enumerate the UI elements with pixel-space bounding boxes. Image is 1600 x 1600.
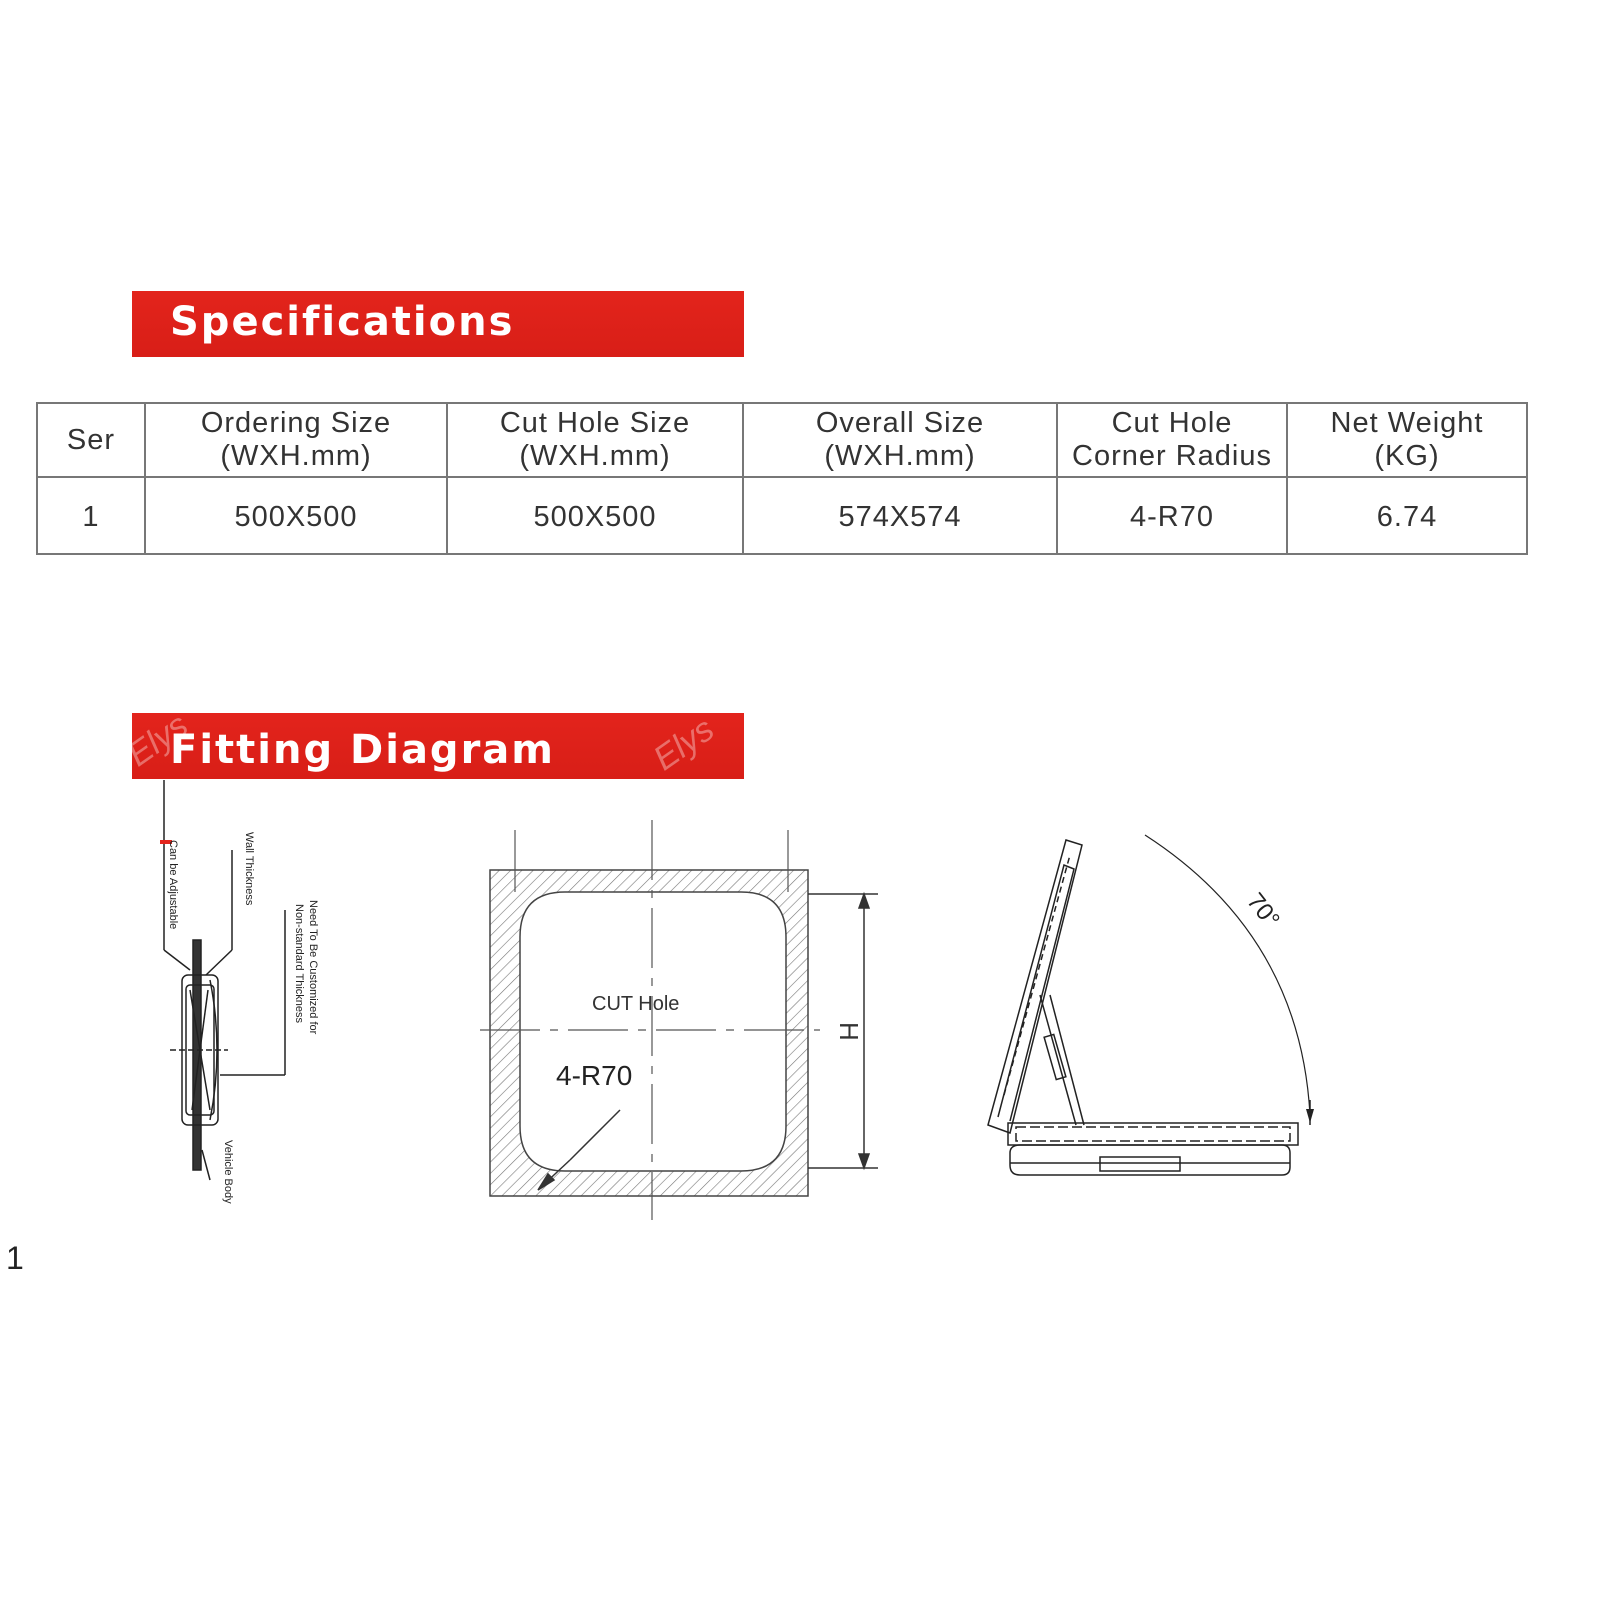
table-row <box>37 477 1527 554</box>
cell-ser: 1 <box>37 477 145 554</box>
label-adjustable: Can be Adjustable <box>167 840 179 930</box>
cut-hole-diagram <box>470 820 890 1220</box>
fitting-diagram-title: Fitting Diagram <box>170 727 555 773</box>
watermark: Elys <box>120 706 196 775</box>
label-open-angle: 70° <box>1241 888 1285 934</box>
label-non-standard: Non-standard Thickness <box>293 904 305 1024</box>
specifications-table <box>36 402 1528 555</box>
side-mount-diagram <box>150 780 350 1240</box>
label-wall-thickness: Wall Thickness <box>243 832 255 906</box>
cell-overall-size: 574X574 <box>743 477 1057 554</box>
label-corner-radius: 4-R70 <box>556 1060 633 1091</box>
header-net-weight: Net Weight (KG) <box>1287 403 1527 477</box>
table-header-row <box>37 403 1527 477</box>
header-overall-size: Overall Size (WXH.mm) <box>743 403 1057 477</box>
label-customized: Need To Be Customized for <box>307 900 319 1035</box>
page-number: 1 <box>6 1240 24 1276</box>
cell-net-weight: 6.74 <box>1287 477 1527 554</box>
label-vehicle-body: Vehicle Body <box>222 1140 234 1204</box>
header-ordering-size: Ordering Size (WXH.mm) <box>145 403 447 477</box>
watermark: Elys <box>646 710 722 779</box>
cell-corner-radius: 4-R70 <box>1057 477 1287 554</box>
open-hatch-diagram <box>970 835 1360 1205</box>
header-ser: Ser <box>37 403 145 477</box>
label-cut-hole: CUT Hole <box>592 993 680 1015</box>
cell-ordering-size: 500X500 <box>145 477 447 554</box>
specifications-banner <box>132 291 744 357</box>
specifications-title: Specifications <box>170 299 515 345</box>
cell-cut-hole-size: 500X500 <box>447 477 743 554</box>
label-height: H <box>834 1022 864 1041</box>
header-cut-hole-size: Cut Hole Size (WXH.mm) <box>447 403 743 477</box>
header-corner-radius: Cut Hole Corner Radius <box>1057 403 1287 477</box>
fitting-diagram-banner <box>120 706 744 779</box>
